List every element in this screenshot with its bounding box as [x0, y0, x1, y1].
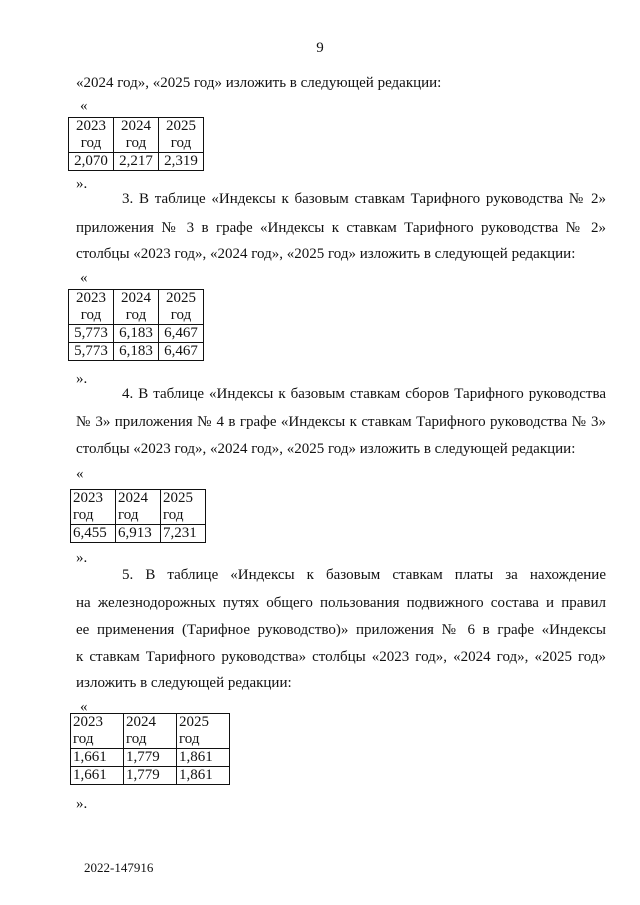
- header-2023: 2023 год: [69, 118, 114, 153]
- header-2023: 2023 год: [69, 290, 114, 325]
- para3-line3: столбцы «2023 год», «2024 год», «2025 год» изложить в следующей редакции:: [76, 246, 576, 262]
- close-quote: ».: [76, 371, 88, 387]
- header-2024: 2024 год: [114, 290, 159, 325]
- header-2025: 2025 год: [161, 490, 206, 525]
- table-cell: 1,861: [177, 749, 230, 767]
- para3-line2: приложения № 3 в графе «Индексы к ставкам Тарифного руководства № 2»: [76, 220, 606, 236]
- table-cell: 5,773: [69, 325, 114, 343]
- table-header-row: [71, 490, 206, 525]
- table-cell: 5,773: [69, 343, 114, 361]
- page-number: 9: [316, 40, 324, 56]
- header-2023: 2023 год: [71, 714, 124, 749]
- index-table-4: [70, 713, 230, 785]
- close-quote: ».: [76, 796, 88, 812]
- table-cell: 6,467: [159, 343, 204, 361]
- table-cell: 7,231: [161, 525, 206, 543]
- table-row: [69, 325, 204, 343]
- table-cell: 2,319: [159, 153, 204, 171]
- para5-line4: к ставкам Тарифного руководства» столбцы «2023 год», «2024 год», «2025 год»: [76, 649, 606, 665]
- table-cell: 1,861: [177, 767, 230, 785]
- open-quote: «: [80, 98, 88, 114]
- table-cell: 6,455: [71, 525, 116, 543]
- index-table-3: [70, 489, 206, 543]
- table-cell: 1,779: [124, 749, 177, 767]
- para5-line3: ее применения (Тарифное руководство)» приложения № 6 в графе «Индексы: [76, 622, 606, 638]
- table-row: [69, 153, 204, 171]
- table-row: [71, 525, 206, 543]
- document-code: 2022-147916: [84, 860, 154, 875]
- table-row: [69, 343, 204, 361]
- open-quote: «: [76, 466, 84, 482]
- open-quote: «: [80, 270, 88, 286]
- para5-line1: 5. В таблице «Индексы к базовым ставкам платы за нахождение: [122, 567, 606, 583]
- table-header-row: [69, 290, 204, 325]
- para4-line1: 4. В таблице «Индексы к базовым ставкам сборов Тарифного руководства: [122, 386, 606, 402]
- header-2025: 2025 год: [159, 118, 204, 153]
- intro-line: «2024 год», «2025 год» изложить в следующей редакции:: [76, 75, 442, 91]
- close-quote: ».: [76, 550, 88, 566]
- table-cell: 1,661: [71, 767, 124, 785]
- header-2024: 2024 год: [116, 490, 161, 525]
- header-2025: 2025 год: [159, 290, 204, 325]
- para5-line2: на железнодорожных путях общего пользования подвижного состава и правил: [76, 595, 606, 611]
- index-table-1: [68, 117, 204, 171]
- header-2024: 2024 год: [114, 118, 159, 153]
- table-cell: 6,183: [114, 343, 159, 361]
- table-cell: 1,661: [71, 749, 124, 767]
- para5-line5: изложить в следующей редакции:: [76, 675, 292, 691]
- table-cell: 2,070: [69, 153, 114, 171]
- table-cell: 6,183: [114, 325, 159, 343]
- table-cell: 6,467: [159, 325, 204, 343]
- index-table-2: [68, 289, 204, 361]
- table-cell: 6,913: [116, 525, 161, 543]
- header-2025: 2025 год: [177, 714, 230, 749]
- table-header-row: [71, 714, 230, 749]
- table-row: [71, 749, 230, 767]
- header-2024: 2024 год: [124, 714, 177, 749]
- table-row: [71, 767, 230, 785]
- para4-line3: столбцы «2023 год», «2024 год», «2025 год» изложить в следующей редакции:: [76, 441, 576, 457]
- open-quote: «: [80, 699, 88, 715]
- close-quote: ».: [76, 176, 88, 192]
- table-header-row: [69, 118, 204, 153]
- header-2023: 2023 год: [71, 490, 116, 525]
- para3-line1: 3. В таблице «Индексы к базовым ставкам Тарифного руководства № 2»: [122, 191, 606, 207]
- table-cell: 2,217: [114, 153, 159, 171]
- table-cell: 1,779: [124, 767, 177, 785]
- para4-line2: № 3» приложения № 4 в графе «Индексы к ставкам Тарифного руководства № 3»: [76, 414, 606, 430]
